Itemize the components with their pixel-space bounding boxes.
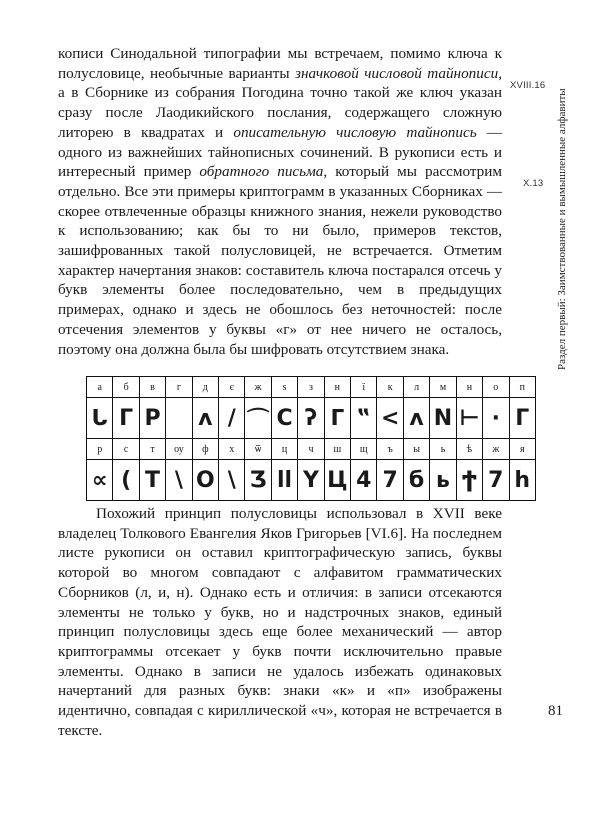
cipher-cell: б xyxy=(113,377,139,398)
cipher-cell: т xyxy=(139,439,165,460)
cipher-cell: ш xyxy=(324,439,350,460)
cipher-cell: ь xyxy=(430,439,456,460)
cipher-cell: Ц xyxy=(324,460,350,501)
cipher-cell: 7 xyxy=(483,460,509,501)
margin-note-2: X.13 xyxy=(523,178,544,189)
cipher-cell: ʌ xyxy=(192,398,218,439)
text-run: , который мы рассмотрим отдельно. Все эти примеры криптограмм в указанных Сборниках — скорее отвлеченные образцы книжного знания, нежели руководство к использованию; как бы то ни было, примеров текстов, зашифрованных такой полусловицей, не встречается. Отметим характер начертания знаков: составитель ключа постарался отсечь у букв элементы более последовательно, чем в предыдущих примерах, однако и здесь не обошлось без неточностей: после отсечения элементов у буквы «г» от нее ничего не осталось, поэтому она должна была бы шифровать отсутствием знака. xyxy=(58,163,502,358)
cipher-cell: ∝ xyxy=(87,460,113,501)
cipher-cell: ч xyxy=(298,439,324,460)
cipher-cell: С xyxy=(271,398,297,439)
cipher-cell: я xyxy=(509,439,536,460)
cipher-cell: ⌒ xyxy=(245,398,271,439)
italic-term: значковой числовой тайнописи xyxy=(295,64,499,82)
cipher-cell: 4 xyxy=(351,460,377,501)
cipher-cell: р xyxy=(87,439,113,460)
cipher-cell: Г xyxy=(509,398,536,439)
cipher-table xyxy=(86,376,536,496)
cipher-cell: є xyxy=(219,377,245,398)
italic-term: описательную числовую тайнопись xyxy=(233,123,477,141)
cipher-cell: ⊢ xyxy=(456,398,482,439)
text-run: — одного из важнейших тайнописных сочинений. В рукописи есть и интересный пример xyxy=(58,123,502,181)
cipher-cell: з xyxy=(298,377,324,398)
cipher-cell: ʌ xyxy=(403,398,429,439)
cipher-cell: < xyxy=(377,398,403,439)
cipher-cell: ‟ xyxy=(351,398,377,439)
cipher-cell: 7 xyxy=(377,460,403,501)
cipher-row-letters-1 xyxy=(87,377,536,398)
paragraph-2 xyxy=(58,504,502,740)
cipher-cell: O xyxy=(192,460,218,501)
text-run: , а в Сборнике из собрания Погодина точно такой же ключ указан сразу после Лаодикийского послания, содержащего сложную литорею в квадратах и xyxy=(58,64,502,141)
cipher-cell: б xyxy=(403,460,429,501)
cipher-cell: ᒥ xyxy=(324,398,350,439)
cipher-cell: \ xyxy=(166,460,192,501)
cipher-cell: х xyxy=(219,439,245,460)
cipher-cell: оу xyxy=(166,439,192,460)
cipher-cell: л xyxy=(403,377,429,398)
cipher-cell: н xyxy=(456,377,482,398)
cipher-cell: о xyxy=(483,377,509,398)
cipher-cell: ll xyxy=(271,460,297,501)
cipher-cell: г xyxy=(166,377,192,398)
cipher-cell: Y xyxy=(298,460,324,501)
cipher-cell: ʔ xyxy=(298,398,324,439)
cipher-cell: · xyxy=(483,398,509,439)
cipher-row-signs-2 xyxy=(87,460,536,501)
cipher-cell: ѣ xyxy=(456,439,482,460)
cipher-cell: ᒐ xyxy=(87,398,113,439)
cipher-cell: ф xyxy=(192,439,218,460)
cipher-cell: Ʒ xyxy=(245,460,271,501)
cipher-cell xyxy=(166,398,192,439)
margin-note-1: XVIII.16 xyxy=(510,80,546,91)
cipher-cell: в xyxy=(139,377,165,398)
cipher-cell: / xyxy=(219,398,245,439)
cipher-cell: ы xyxy=(403,439,429,460)
paragraph-1 xyxy=(58,44,502,359)
cipher-cell: ѕ xyxy=(271,377,297,398)
cipher-cell: м xyxy=(430,377,456,398)
page-number: 81 xyxy=(548,703,563,719)
cipher-row-letters-2 xyxy=(87,439,536,460)
cipher-row-signs-1 xyxy=(87,398,536,439)
cipher-cell: с xyxy=(113,439,139,460)
cipher-cell: ь xyxy=(430,460,456,501)
cipher-cell: \ xyxy=(219,460,245,501)
cipher-cell: а xyxy=(87,377,113,398)
cipher-cell: Г xyxy=(113,398,139,439)
cipher-cell: Т xyxy=(139,460,165,501)
cipher-cell: д xyxy=(192,377,218,398)
cipher-cell: ї xyxy=(351,377,377,398)
cipher-cell: ж xyxy=(483,439,509,460)
cipher-cell: к xyxy=(377,377,403,398)
text-run: кописи Синодальной типографии мы встречаем, помимо ключа к полусловице, необычные варианты xyxy=(58,45,502,82)
cipher-cell: ѿ xyxy=(245,439,271,460)
cipher-cell: ж xyxy=(245,377,271,398)
cipher-cell: ъ xyxy=(377,439,403,460)
cipher-cell: Ϯ xyxy=(456,460,482,501)
cipher-cell: н xyxy=(324,377,350,398)
cipher-cell: ц xyxy=(271,439,297,460)
cipher-cell: щ xyxy=(351,439,377,460)
cipher-cell: ( xyxy=(113,460,139,501)
text-run: Похожий принцип полусловицы использовал в XVII веке владелец Толкового Евангелия Яков Григорьев [VI.6]. На последнем листе рукописи он оставил криптографическую запись, буквы которой во многом совпадают с алфавитом грамматических Сборников (л, и, н). Однако есть и отличия: в записи отсекаются элементы не только у букв, но и надстрочных знаков, единый принцип полусловицы здесь еще более механический — автор криптограммы отсекает у букв почти исключительно правые элементы. Однако в записи не удалось избежать одинаковых начертаний для разных букв: знаки «к» и «п» изображены идентично, совпадая с кириллической «ч», которая не встречается в тексте. xyxy=(58,505,502,739)
cipher-cell: п xyxy=(509,377,536,398)
italic-term: обратного письма xyxy=(199,163,324,181)
running-head: Раздел первый: Заимствованные и вымышленные алфавиты xyxy=(556,88,568,370)
cipher-cell: h xyxy=(509,460,536,501)
cipher-cell: N xyxy=(430,398,456,439)
cipher-cell: Р xyxy=(139,398,165,439)
